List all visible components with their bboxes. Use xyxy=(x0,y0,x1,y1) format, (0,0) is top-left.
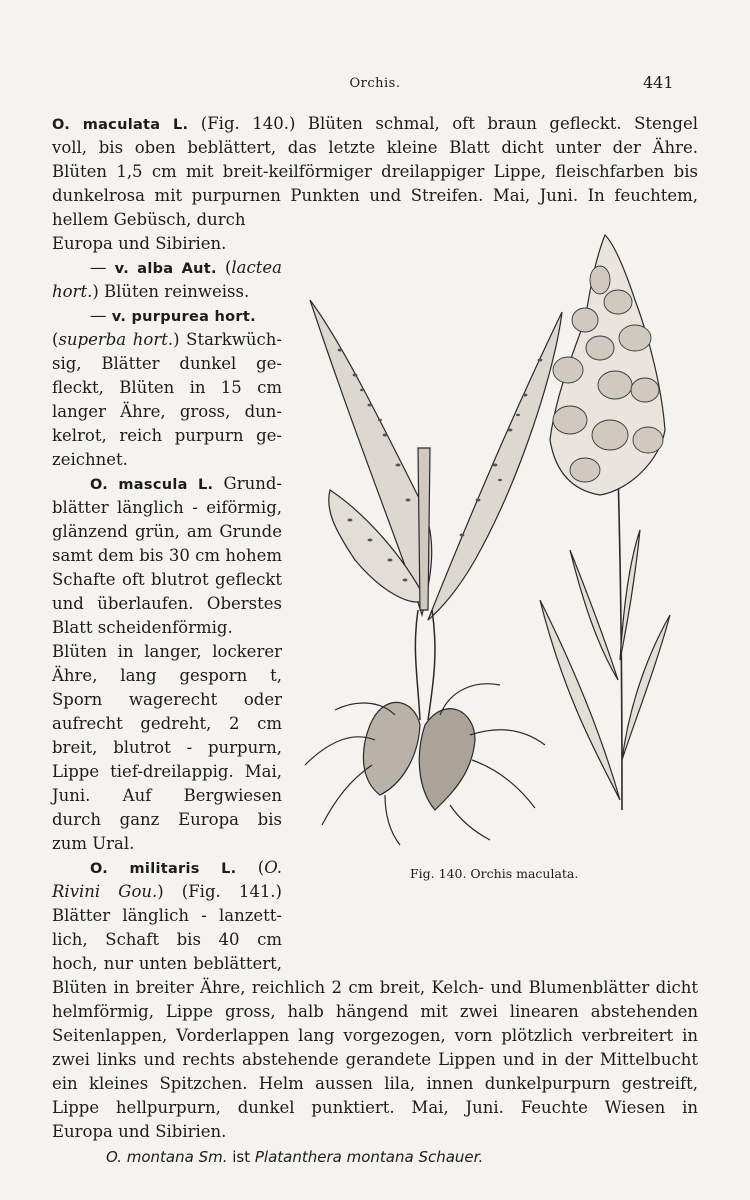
text-line: hoch, nur unten beblättert, xyxy=(52,954,282,973)
text-line: O. militaris L. (O. xyxy=(90,858,282,877)
text-line: kelrot, reich purpurn ge- xyxy=(52,426,282,445)
text-line: Blatt scheidenförmig. xyxy=(52,618,233,637)
text-line: durch ganz Europa bis xyxy=(52,810,282,829)
text-line: (superba hort.) Starkwüch- xyxy=(52,330,282,349)
text-line: O. maculata L. (Fig. 140.) Blüten schmal, oft braun gefleckt. Stengel xyxy=(52,114,698,133)
text-line: samt dem bis 30 cm hohem xyxy=(52,546,282,565)
text-line: breit, blutrot - purpurn, xyxy=(52,738,282,757)
species-name: O. militaris L. xyxy=(90,861,237,877)
page-number: 441 xyxy=(643,73,674,92)
species-name: O. mascula L. xyxy=(90,477,214,493)
text-line: lich, Schaft bis 40 cm xyxy=(52,930,282,949)
text-line: zum Ural. xyxy=(52,834,135,853)
text-line: — v. purpurea hort. xyxy=(90,306,256,325)
text-line: Rivini Gou.) (Fig. 141.) xyxy=(52,882,282,901)
text-line: Blätter länglich - lanzett- xyxy=(52,906,282,925)
text-line: Europa und Sibirien. xyxy=(52,1122,227,1141)
text-line: Blüten in langer, lockerer xyxy=(52,642,282,661)
text-line: Blüten in breiter Ähre, reichlich 2 cm breit, Kelch- und Blumenblätter dicht xyxy=(52,978,698,997)
text-line: zeichnet. xyxy=(52,450,128,469)
text-line: voll, bis oben beblättert, das letzte kleine Blatt dicht unter der Ähre. xyxy=(52,138,698,157)
text-line: — v. alba Aut. (lactea xyxy=(90,258,282,277)
text-line: hort.) Blüten reinweiss. xyxy=(52,282,250,301)
text-line: Schafte oft blutrot gefleckt xyxy=(52,570,282,589)
text-line: helmförmig, Lippe gross, halb hängend mit zwei linearen abstehenden xyxy=(52,1002,698,1021)
text-line: Seitenlappen, Vorderlappen lang vorgezogen, vorn plötzlich verbreitert in xyxy=(52,1026,698,1045)
text-line: sig, Blätter dunkel ge- xyxy=(52,354,282,373)
text-line: Juni. Auf Bergwiesen xyxy=(52,786,282,805)
text-line: zwei links und rechts abstehende gerandete Lippen und in der Mittelbucht xyxy=(52,1050,698,1069)
text-line: fleckt, Blüten in 15 cm xyxy=(52,378,282,397)
text-line: Sporn wagerecht oder xyxy=(52,690,282,709)
text-line: ein kleines Spitzchen. Helm aussen lila, innen dunkelpurpurn gestreift, xyxy=(52,1074,698,1093)
text-line: Lippe tief-dreilappig. Mai, xyxy=(52,762,282,781)
text-line: dunkelrosa mit purpurnen Punkten und Streifen. Mai, Juni. In feuchtem, xyxy=(52,186,698,205)
text-line: blätter länglich - eiförmig, xyxy=(52,498,282,517)
running-head-title: Orchis. xyxy=(349,76,401,91)
text-line: glänzend grün, am Grunde xyxy=(52,522,282,541)
text-line: Ähre, lang gesporn t, xyxy=(52,666,282,685)
species-name: O. maculata L. xyxy=(52,117,189,133)
text-line: O. mascula L. Grund- xyxy=(90,474,282,493)
orchis-illustration xyxy=(300,220,690,850)
figure-caption: Fig. 140. Orchis maculata. xyxy=(410,866,579,881)
footnote-line: O. montana Sm. ist Platanthera montana Schauer. xyxy=(106,1148,484,1166)
text-line: hellem Gebüsch, durch xyxy=(52,210,246,229)
text-line: aufrecht gedreht, 2 cm xyxy=(52,714,282,733)
text-line: Blüten 1,5 cm mit breit-keilförmiger dreilappiger Lippe, fleischfarben bis xyxy=(52,162,698,181)
text-line: Lippe hellpurpurn, dunkel punktiert. Mai, Juni. Feuchte Wiesen in xyxy=(52,1098,698,1117)
text-line: Europa und Sibirien. xyxy=(52,234,227,253)
text-line: langer Ähre, gross, dun- xyxy=(52,402,282,421)
text-line: und überlaufen. Oberstes xyxy=(52,594,282,613)
